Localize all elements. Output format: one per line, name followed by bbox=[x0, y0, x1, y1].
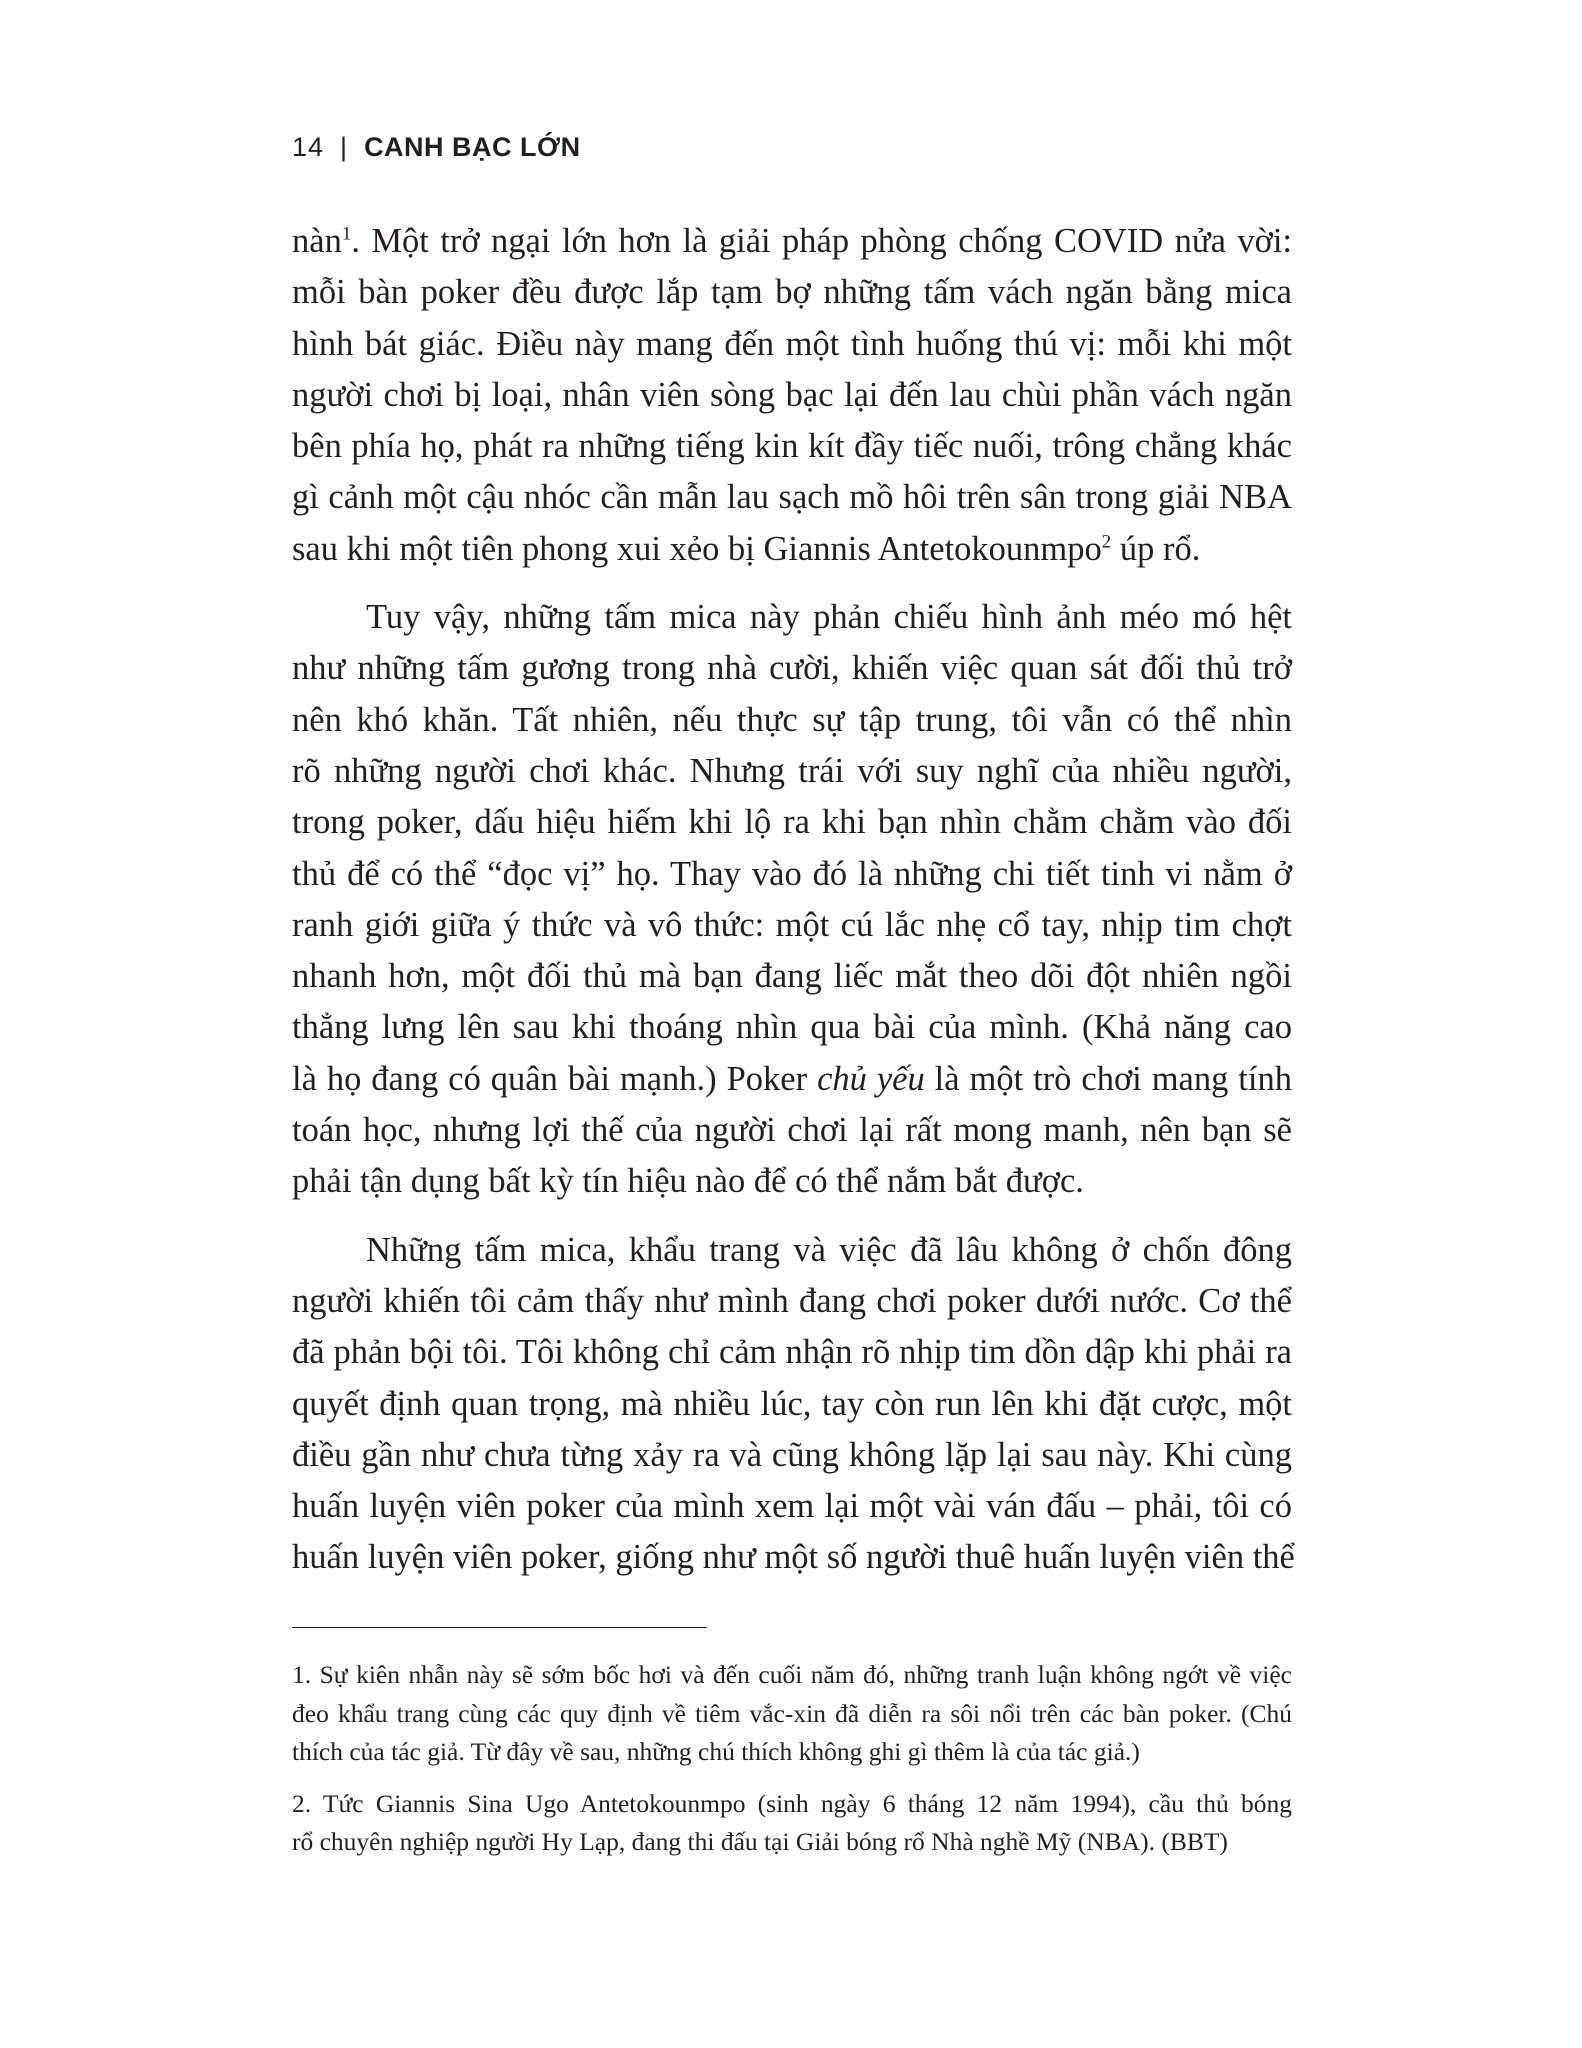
text-line: Những tấm mica, khẩu trang và việc đã lâu không ở chốn đông bbox=[366, 1230, 1292, 1269]
text-line: phải tận dụng bất kỳ tín hiệu nào để có thể nắm bắt được. bbox=[292, 1162, 1084, 1201]
text-line: nhanh hơn, một đối thủ mà bạn đang liếc mắt theo dõi đột nhiên ngồi bbox=[292, 957, 1292, 996]
footnote-divider bbox=[292, 1627, 707, 1628]
text-line: ranh giới giữa ý thức và vô thức: một cú lắc nhẹ cổ tay, nhịp tim chợt bbox=[292, 905, 1292, 944]
emphasis-text: chủ yếu bbox=[817, 1059, 925, 1098]
paragraph-1 bbox=[292, 216, 1292, 575]
text-line: rõ những người chơi khác. Nhưng trái với suy nghĩ của nhiều người, bbox=[292, 751, 1292, 790]
text-line: bên phía họ, phát ra những tiếng kin kít đầy tiếc nuối, trông chẳng khác bbox=[292, 427, 1292, 466]
text-line: hình bát giác. Điều này mang đến một tình huống thú vị: mỗi khi một bbox=[292, 324, 1292, 363]
text-line: người khiến tôi cảm thấy như mình đang chơi poker dưới nước. Cơ thể bbox=[292, 1281, 1292, 1320]
paragraph-3 bbox=[292, 1225, 1295, 1584]
page-number: 14 bbox=[292, 132, 325, 162]
text-line: người chơi bị loại, nhân viên sòng bạc lại đến lau chùi phần vách ngăn bbox=[292, 375, 1292, 414]
paragraph-2 bbox=[292, 592, 1292, 1208]
footnote-line: 1. Sự kiên nhẫn này sẽ sớm bốc hơi và đến cuối năm đó, những tranh luận không ngớt về việc bbox=[292, 1660, 1292, 1689]
footnote-line: đeo khẩu trang cùng các quy định về tiêm vắc-xin đã diễn ra sôi nổi trên các bàn poker. (Chú bbox=[292, 1698, 1292, 1728]
text-line: nàn$^1$. Một trở ngại lớn hơn là giải pháp phòng chống COVID nửa vời: bbox=[292, 222, 1292, 260]
text-line: đã phản bội tôi. Tôi không chỉ cảm nhận rõ nhịp tim dồn dập khi phải ra bbox=[292, 1333, 1292, 1372]
text-line: như những tấm gương trong nhà cười, khiến việc quan sát đối thủ trở bbox=[292, 649, 1292, 688]
text-line: toán học, nhưng lợi thế của người chơi lại rất mong manh, nên bạn sẽ bbox=[292, 1111, 1292, 1150]
footnote-line: thích của tác giả. Từ đây về sau, những chú thích không ghi gì thêm là của tác giả.) bbox=[292, 1737, 1140, 1766]
text-line: quyết định quan trọng, mà nhiều lúc, tay còn run lên khi đặt cược, một bbox=[292, 1384, 1292, 1423]
main-text bbox=[292, 216, 1295, 1584]
footnote-2 bbox=[292, 1785, 1292, 1862]
book-title: CANH BẠC LỚN bbox=[364, 132, 581, 162]
text-line: trong poker, dấu hiệu hiếm khi lộ ra khi bạn nhìn chằm chằm vào đối bbox=[292, 803, 1292, 842]
text-line: huấn luyện viên poker, giống như một số người thuê huấn luyện viên thể bbox=[292, 1538, 1295, 1577]
footnotes bbox=[292, 1656, 1292, 1862]
text-line: là họ đang có quân bài mạnh.) Poker chủ yếu là một trò chơi mang tính bbox=[292, 1059, 1292, 1098]
text-line: mỗi bàn poker đều được lắp tạm bợ những tấm vách ngăn bằng mica bbox=[292, 273, 1292, 312]
text-line: điều gần như chưa từng xảy ra và cũng không lặp lại sau này. Khi cùng bbox=[292, 1435, 1292, 1474]
text-line: gì cảnh một cậu nhóc cần mẫn lau sạch mồ hôi trên sân trong giải NBA bbox=[292, 478, 1292, 517]
header-separator: | bbox=[340, 132, 349, 162]
text-line: huấn luyện viên poker của mình xem lại một vài ván đấu – phải, tôi có bbox=[292, 1487, 1292, 1526]
text-line: nên khó khăn. Tất nhiên, nếu thực sự tập trung, tôi vẫn có thể nhìn bbox=[292, 700, 1292, 739]
footnote-ref-1[interactable]: 1 bbox=[341, 223, 352, 245]
footnote-line: rổ chuyên nghiệp người Hy Lạp, đang thi đấu tại Giải bóng rổ Nhà nghề Mỹ (NBA). (BBT) bbox=[292, 1827, 1228, 1856]
footnote-ref-2[interactable]: 2 bbox=[1101, 531, 1112, 553]
text-line: sau khi một tiên phong xui xẻo bị Giannis Antetokounmpo$^2$ úp rổ. bbox=[292, 529, 1201, 568]
footnote-1 bbox=[292, 1656, 1292, 1772]
text-line: thủ để có thể “đọc vị” họ. Thay vào đó là những chi tiết tinh vi nằm ở bbox=[292, 854, 1292, 893]
running-header bbox=[292, 132, 581, 163]
text-line: Tuy vậy, những tấm mica này phản chiếu hình ảnh méo mó hệt bbox=[366, 598, 1292, 637]
footnote-line: 2. Tức Giannis Sina Ugo Antetokounmpo (sinh ngày 6 tháng 12 năm 1994), cầu thủ bóng bbox=[292, 1788, 1292, 1818]
text-line: thẳng lưng lên sau khi thoáng nhìn qua bài của mình. (Khả năng cao bbox=[292, 1008, 1292, 1047]
